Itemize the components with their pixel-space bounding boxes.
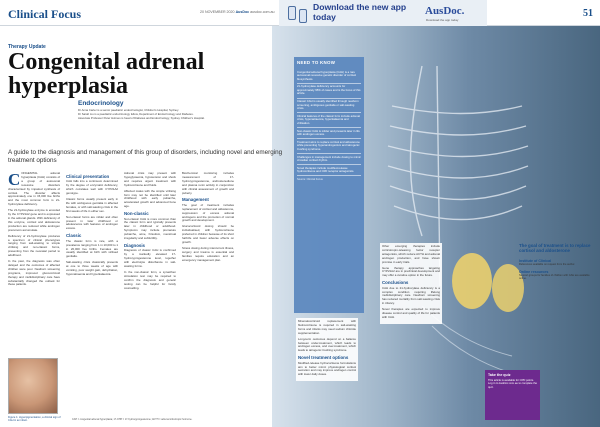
section-heading: Clinical presentation bbox=[66, 174, 110, 179]
pull-quote: The goal of treatment is to replace cortisol and aldosterone bbox=[519, 243, 591, 254]
body-column-5 bbox=[296, 318, 358, 381]
body-paragraph: CONGENITAL adrenal hyperplasia (CAH) consists of a group of autosomal recessive disorders characterised by impaired synthesis of cortisol. The disorder affects approximately one in 15,000 live births and the most common form is 21-hydroxylase deficiency. bbox=[8, 170, 60, 207]
body-paragraph: Other emerging therapies include corticotropin-releasing factor receptor antagonists, which reduce ACTH and adrenal androgen production, and have shown promise in early trials. bbox=[382, 244, 441, 264]
body-column-3 bbox=[124, 172, 176, 292]
body-paragraph: In the past, the diagnosis was often delayed and the outcomes of affected children were poor. Newborn screening programs, improved glucocorticoid therapy and multidisciplinary care have substantially changed the outlook for these patients. bbox=[8, 259, 60, 287]
infobox-item: Novel therapies include modified-release hydrocortisone and CRF receptor antagonists. bbox=[297, 165, 361, 176]
byline-specialty: Endocrinology bbox=[78, 100, 124, 107]
adrenal-highlight-left bbox=[452, 253, 492, 309]
body-paragraph: Salt-wasting crisis classically presents at one to three weeks of age with vomiting, poor weight gain, dehydration, hyponatraemia and hyperkalaemia. bbox=[66, 260, 118, 276]
infobox-title: NEED TO KNOW bbox=[297, 60, 336, 65]
body-paragraph: The classic form is rare, with a prevalence ranging from 1 in 10,000 to 1 in 20,000 live births. Females are usually identified at birth with virilised genitalia. bbox=[66, 238, 118, 259]
references-heading: Institute of Clinical bbox=[519, 259, 552, 264]
section-heading: Non-classic bbox=[124, 211, 149, 217]
body-paragraph: The 21-hydroxylase enzyme is encoded by the CYP21A2 gene and is expressed in the adrenal glands. With deficiency of this enzyme, cortisol and aldosterone production are reduced while androgen precursors accumulate. bbox=[8, 208, 60, 232]
section-heading: Management bbox=[182, 197, 209, 203]
issue-date: 20 NOVEMBER 2020 bbox=[200, 10, 235, 14]
section-heading: Diagnosis bbox=[124, 243, 145, 248]
references-text: References available on request from the author. bbox=[519, 263, 576, 267]
infobox-item: Congenital adrenal hyperplasia (CAH) is a rare autosomal recessive genetic disorder of cortisol biosynthesis. bbox=[297, 69, 361, 84]
body-paragraph: Long-term outcomes depend on a balance between under-treatment, which leads to androgen excess, and over-treatment, which leads to iatrogenic Cushing syndrome. bbox=[298, 336, 356, 353]
issue-url: ausdoc.com.au bbox=[250, 10, 275, 14]
body-paragraph: Glucocorticoid dosing should be individualised, with hydrocortisone preferred in children because of its short half-life and fewer adverse effects on growth. bbox=[182, 224, 234, 244]
resources-text: Support groups for families of children with CAH are available online. bbox=[519, 273, 590, 280]
section-heading: Classic bbox=[66, 233, 82, 239]
infobox-item: Treatment aims to replace cortisol and aldosterone while preventing hyperandrogenism and iatrogenic Cushing syndrome. bbox=[297, 139, 361, 154]
body-paragraph: Mineralocorticoid replacement with fludrocortisone is required in salt-wasting forms and infants may need sodium chloride supplementation. bbox=[298, 319, 356, 335]
body-paragraph: Diagnosis of classic CAH is confirmed by a markedly elevated 17-hydroxyprogesterone level, together with electrolyte disturbance in salt-wasting forms. bbox=[124, 248, 176, 269]
body-column-1 bbox=[8, 172, 60, 289]
quiz-cta-box[interactable] bbox=[485, 370, 540, 420]
body-paragraph: The goal of treatment includes replacement of cortisol and aldosterone, suppression of excess adrenal androgens and the promotion of normal growth and development. bbox=[182, 202, 234, 223]
section-heading: Conclusions bbox=[382, 280, 409, 286]
infobox-item: Non-classic CAH is milder and presents later in life with androgen excess. bbox=[297, 128, 361, 139]
brand-logo: AusDoc. bbox=[425, 5, 465, 17]
drop-cap: C bbox=[8, 170, 21, 189]
body-paragraph: Classic forms usually present early in life with ambiguous genitalia in affected females, or with salt-wasting crisis in the first weeks of life in either sex. bbox=[66, 197, 118, 213]
body-paragraph: Novel therapies are expected to improve disease control and quality of life for patients with CAH. bbox=[382, 307, 440, 319]
brand-tagline: Download the app today bbox=[426, 18, 459, 22]
figure-caption: Figure 1: Hyperpigmentation, a clinical sign of CAH in an infant. bbox=[8, 416, 61, 423]
body-column-2 bbox=[66, 172, 118, 279]
standfirst: A guide to the diagnosis and management of this group of disorders, including novel and emerging treatment options bbox=[8, 149, 283, 164]
page-number: 51 bbox=[583, 8, 593, 19]
section-heading: Novel treatment options bbox=[298, 355, 349, 361]
body-paragraph: Gene therapy approaches targeting CYP21A2 are in preclinical development and may offer a curative option in the future. bbox=[382, 265, 440, 278]
tablet-icon bbox=[299, 9, 307, 23]
body-paragraph: CAH due to 21-hydroxylase deficiency is a complex condition requiring lifelong multidisciplinary care. Newborn screening has reduced mortality from salt-wasting crisis in infancy. bbox=[382, 285, 440, 306]
body-paragraph: CAH falls into a continuum determined by the degree of enzymatic deficiency, which correlates well with CYP21A2 genotype. bbox=[66, 179, 118, 196]
phone-icon bbox=[288, 6, 296, 20]
figure-image bbox=[8, 358, 58, 414]
section-title: Clinical Focus bbox=[8, 7, 82, 21]
infobox-source: Source: Clinical Focus bbox=[297, 178, 323, 182]
author-line: Associate Professor Peter Holmes is head of Diabetes and Endocrinology, Sydney Children's Hospital. bbox=[78, 116, 205, 120]
issue-brand: AusDoc bbox=[235, 10, 250, 14]
author-line: Dr Sarah Liu is a paediatric endocrinology fellow, Department of Endocrinology and Diabetes. bbox=[78, 112, 194, 116]
body-paragraph: Non-classic CAH is more common than the classic form and typically presents later in childhood or adulthood. Symptoms may include premature pubarche, acne, hirsutism, menstrual irregularity and subfertility. bbox=[124, 216, 176, 241]
cta-heading: Take the quiz bbox=[488, 373, 511, 377]
article-title: Congenital adrenal hyperplasia bbox=[8, 49, 205, 99]
body-column-4 bbox=[182, 172, 234, 265]
byline bbox=[78, 100, 298, 120]
body-column-6 bbox=[380, 243, 442, 324]
resources-heading: Online resources bbox=[519, 269, 549, 274]
infobox-item: Challenges in management include dosing to mimic circadian cortisol rhythm. bbox=[297, 154, 361, 165]
author-line: Dr Anna Carter is a senior paediatric endocrinologist, Children's Hospital, Sydney. bbox=[78, 108, 179, 112]
infobox-item: Classic CAH is usually identified through newborn screening, ambiguous genitalia or salt-wasting crisis. bbox=[297, 99, 361, 114]
body-paragraph: Stress dosing during intercurrent illness, surgery and trauma is essential and families require education and an emergency management plan. bbox=[182, 245, 234, 262]
body-paragraph: Modified-release hydrocortisone formulations aim to better mimic physiological cortisol secretion and may improve androgen control with lower daily doses. bbox=[298, 360, 356, 377]
body-paragraph: Biochemical monitoring includes measurement of 17-hydroxyprogesterone, androstenedione and plasma renin activity in conjunction with clinical assessment of growth and puberty. bbox=[182, 171, 234, 195]
body-paragraph: Deficiency of 21-hydroxylase produces a spectrum of clinical phenotypes ranging from salt-wasting to simple virilising and non-classic forms, presenting from the neonatal period to adulthood. bbox=[8, 233, 60, 258]
cta-text: This article is available for CPD points. Log in to AusDoc.com.au to complete the quiz. bbox=[488, 379, 538, 389]
body-paragraph: Non-classic forms are milder and often present in later childhood or adolescence with features of androgen excess. bbox=[66, 214, 118, 231]
infobox-item: 21-hydroxylase deficiency accounts for approximately 95% of cases and is the focus of this article. bbox=[297, 84, 361, 99]
right-sidebar bbox=[519, 243, 594, 280]
body-paragraph: In the non-classic form, a synacthen stimulation test may be required to confirm the diagnosis and genetic testing can be helpful for family counselling. bbox=[124, 269, 176, 290]
article-kicker: Therapy Update bbox=[8, 44, 46, 50]
banner-text[interactable]: Download the new app today bbox=[313, 2, 407, 22]
abbreviations: CAH = congenital adrenal hyperplasia; 17-OHP = 17-hydroxyprogesterone; ACTH = adrenocorticotropic hormone. bbox=[72, 418, 193, 421]
infobox-item: Clinical features of the classic form include adrenal crisis, hyponatraemia, hyperkalaemia and virilisation. bbox=[297, 113, 361, 128]
issue-line bbox=[200, 10, 275, 14]
body-paragraph: Affected males with the simple virilising form may not be identified until later childhood with early pubarche, accelerated growth and advanced bone age. bbox=[124, 188, 176, 209]
body-paragraph: Adrenal crisis may present with hypoglycaemia, hypotension and shock and requires urgent treatment with hydrocortisone and fluids. bbox=[124, 171, 176, 187]
